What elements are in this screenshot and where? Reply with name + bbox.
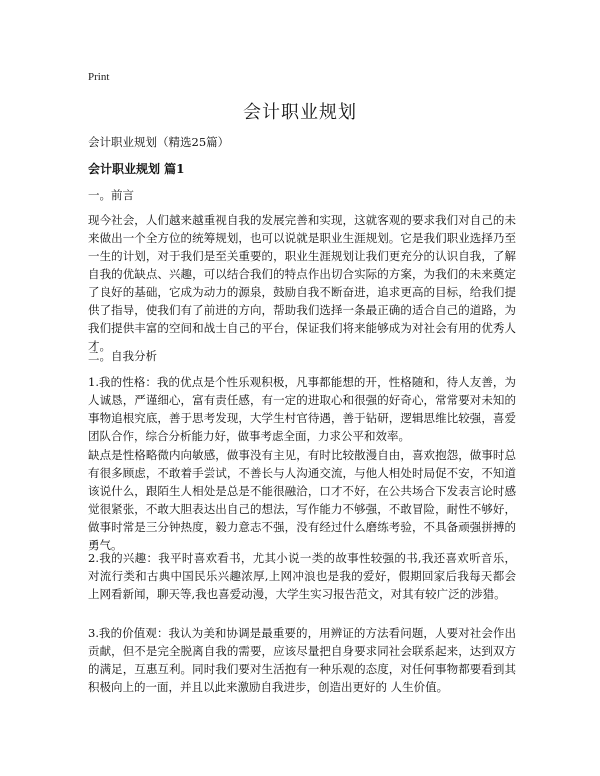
document-subtitle: 会计职业规划（精选25篇） [88,135,230,149]
heading-intro: 一。前言 [88,188,134,202]
paragraph-weakness: 缺点是性格略微内向敏感，做事没有主见，有时比较散漫自由，喜欢抱怨，做事时总有很多顾虑，不敢着手尝试，不善长与人沟通交流，与他人相处时局促不安，不知道该说什么，跟陌生人相处是总是不能很融洽，口才不好，在公共场合下发表言论时感觉很紧张，不敢大胆表达出自己的想法，写作能力不够强，不敢冒险，耐性不够好，做事时常是三分钟热度，毅力意志不强，没有经过什么磨练考验，不具备顽强拼搏的勇气。 [88,448,516,552]
document-title: 会计职业规划 [243,102,357,123]
paragraph-values: 3.我的价值观：我认为美和协调是最重要的，用辨证的方法看问题，人要对社会作出贡献，但不是完全脱离自我的需要，应该尽量把自身要求同社会联系起来，达到双方的满足，互惠互利。同时我们要对生活抱有一种乐观的态度，对任何事物都要看到其积极向上的一面，并且以此来激励自我进步，创造出更好的 人生价值。 [88,626,516,694]
paragraph-personality: 1.我的性格：我的优点是个性乐观积极，凡事都能想的开，性格随和，待人友善，为人诚恳，严谨细心，富有责任感，有一定的进取心和很强的好奇心，常常要对未知的事物追根究底，善于思考发现，大学生村官待遇，善于钻研，逻辑思维比较强，喜爱团队合作，综合分析能力好，做事考虑全面，力求公平和效率。 [88,375,516,443]
paragraph-intro: 现今社会，人们越来越重视自我的发展完善和实现，这就客观的要求我们对自己的未来做出一个全方位的统筹规划，也可以说就是职业生涯规划。它是我们职业选择乃至一生的计划，对于我们是至关重要的，职业生涯规划让我们更充分的认识自我，了解自我的优缺点、兴趣，可以结合我们的特点作出切合实际的方案，为我们的未来奠定了良好的基础，它成为动力的源泉，鼓励自我不断奋进，追求更高的目标，给我们提供了指导，使我们有了前进的方向，帮助我们选择一条最正确的适合自己的道路，为我们提供丰富的空间和战士自己的平台，保证我们将来能够成为对社会有用的优秀人才。 [88,213,516,353]
paragraph-interests: 2.我的兴趣：我平时喜欢看书，尤其小说一类的故事性较强的书,我还喜欢听音乐，对流行类和古典中国民乐兴趣浓厚,上网冲浪也是我的爱好，假期回家后我每天都会上网看新闻，聊天等,我也喜爱动漫，大学生实习报告范文，对其有较广泛的涉猎。 [88,551,516,601]
heading-self-analysis: 二。自我分析 [88,349,157,363]
print-link[interactable]: Print [88,71,110,83]
section-heading: 会计职业规划 篇1 [88,162,185,176]
